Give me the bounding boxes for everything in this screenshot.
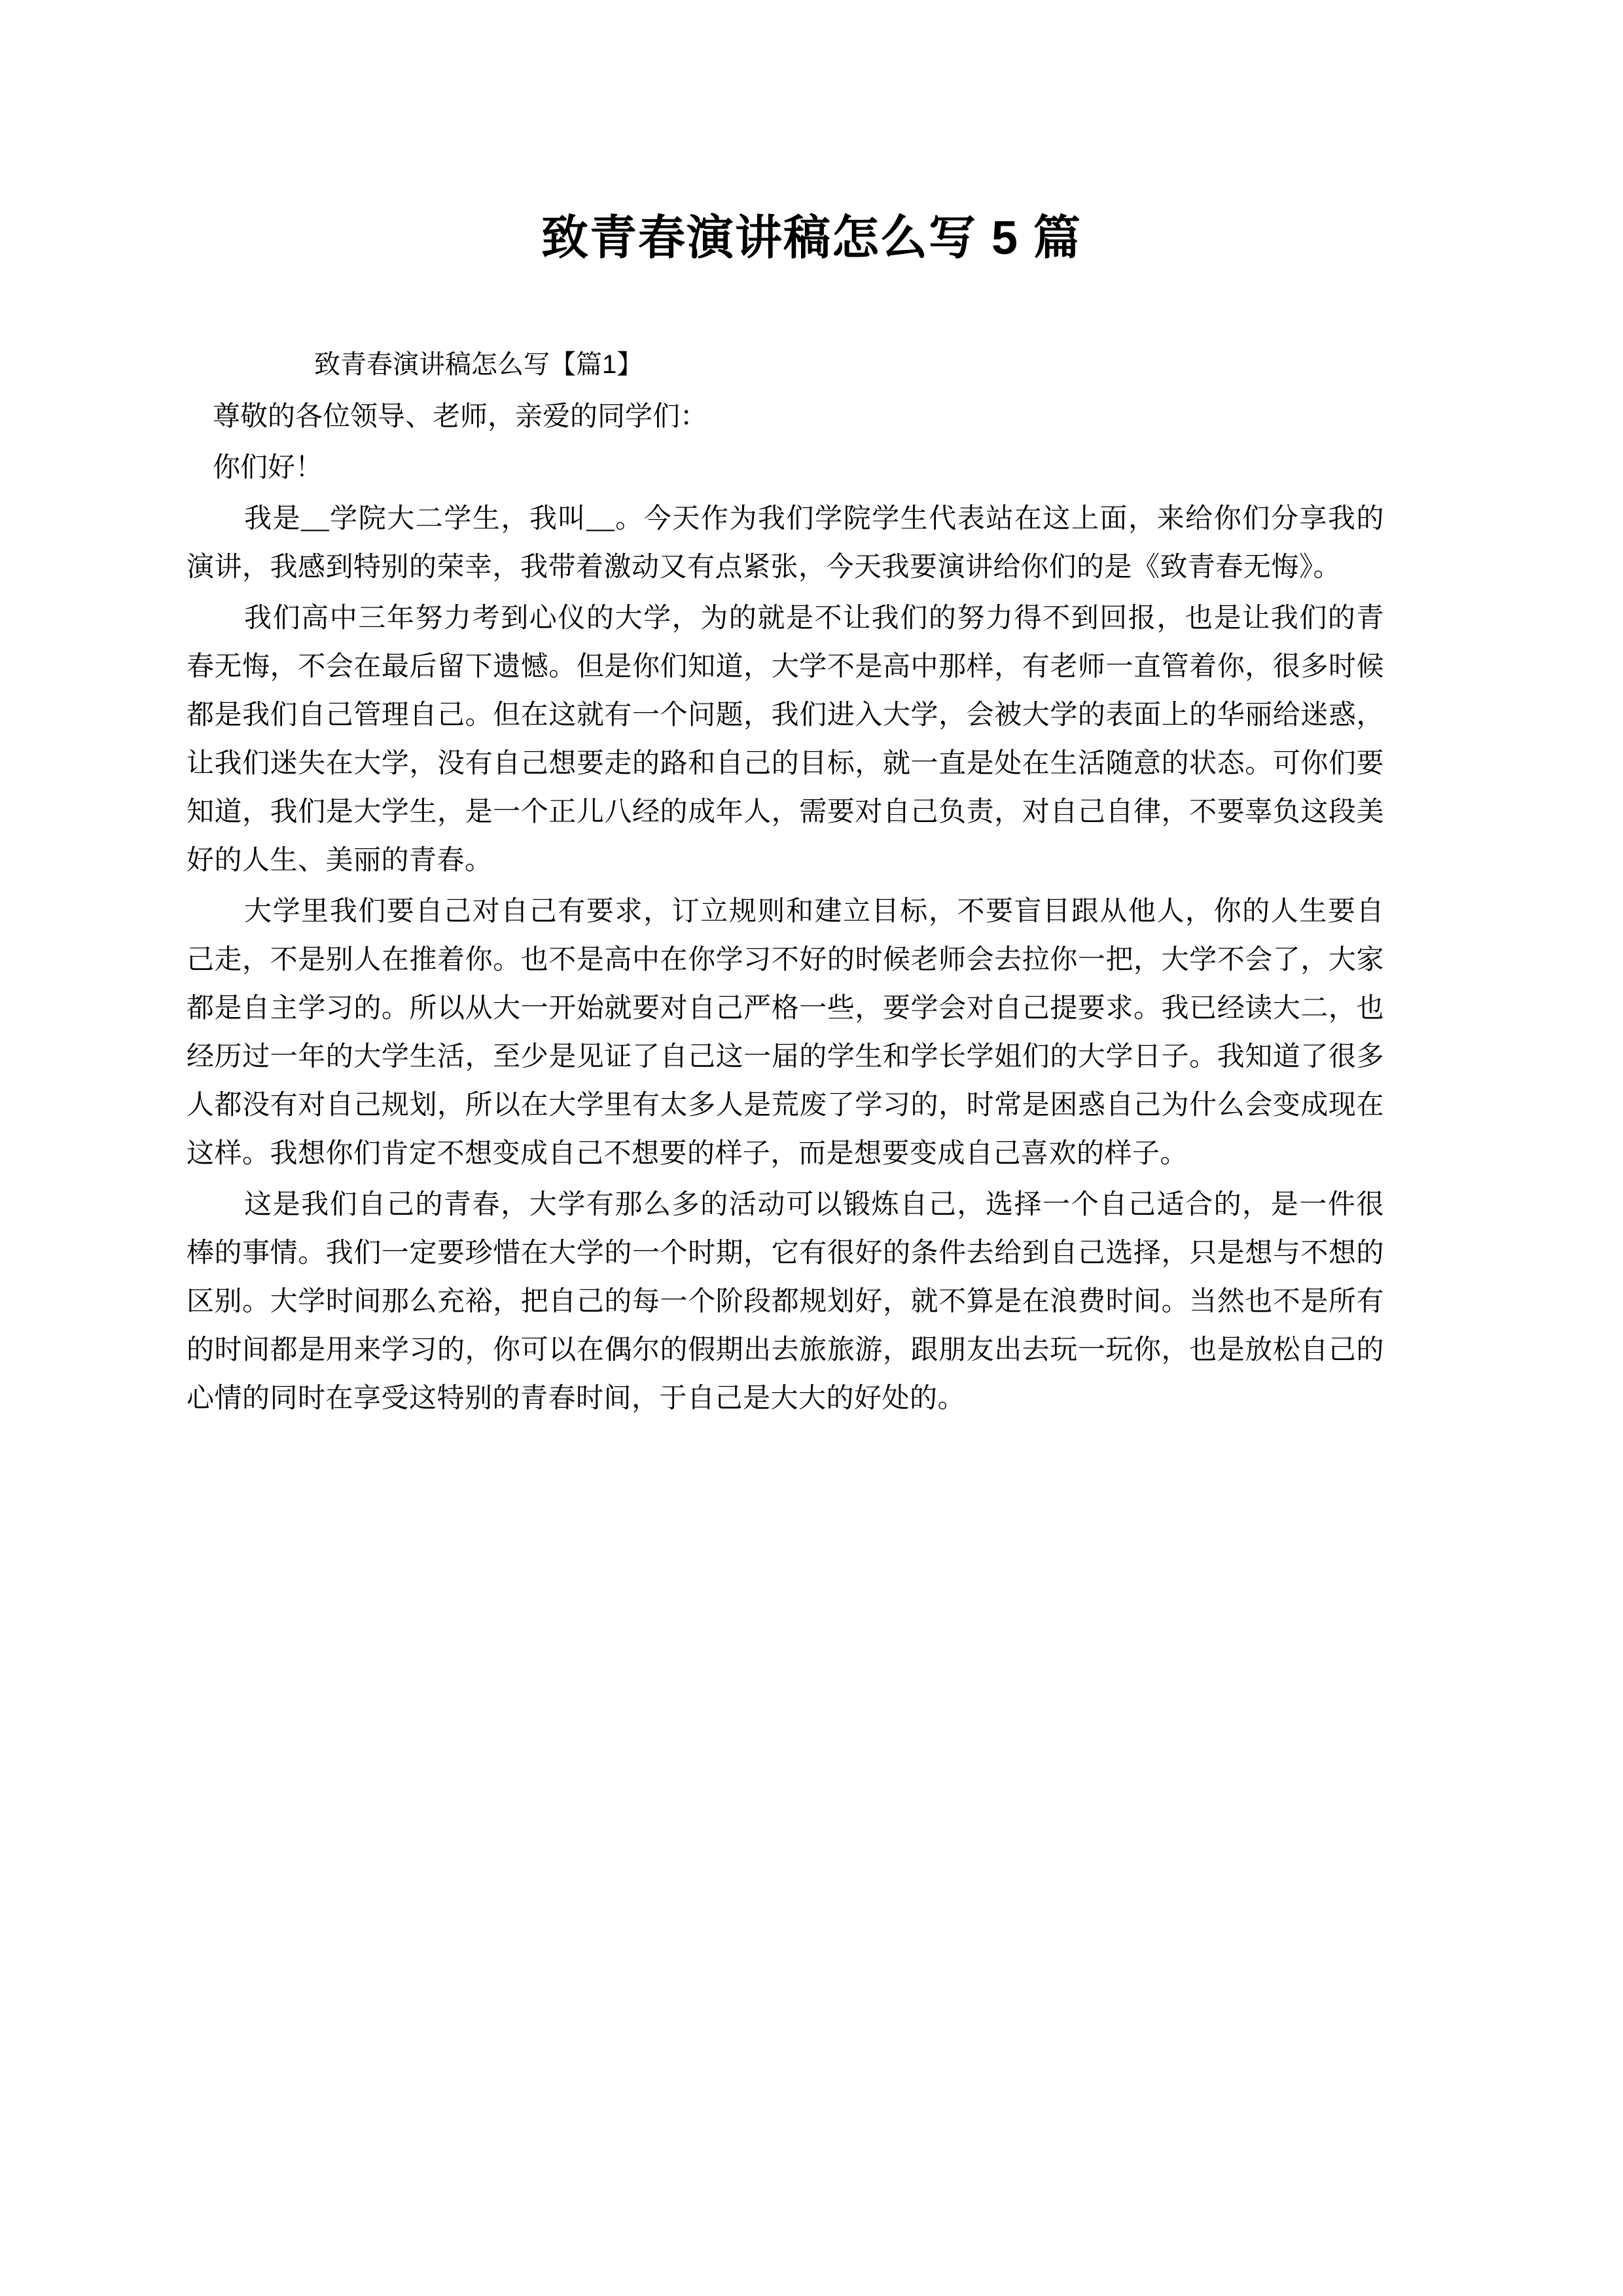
salutation-line: 尊敬的各位领导、老师，亲爱的同学们： [213, 402, 708, 432]
document-body [187, 340, 1384, 1423]
body-paragraph: 大学里我们要自己对自己有要求，订立规则和建立目标，不要盲目跟从他人，你的人生要自己走，不是别人在推着你。也不是高中在你学习不好的时候老师会去拉你一把，大学不会了，大家都是自主学习的。所以从大一开始就要对自己严格一些，要学会对自己提要求。我已经读大二，也经历过一年的大学生活，至少是见证了自己这一届的学生和学长学姐们的大学日子。我知道了很多人都没有对自己规划，所以在大学里有太多人是荒废了学习的，时常是困惑自己为什么会变成现在这样。我想你们肯定不想变成自己不想要的样子，而是想要变成自己喜欢的样子。 [187, 897, 1384, 1169]
greeting-line: 你们好！ [213, 453, 323, 483]
page-title: 致青春演讲稿怎么写 5 篇 [541, 212, 1082, 265]
body-paragraph: 这是我们自己的青春，大学有那么多的活动可以锻炼自己，选择一个自己适合的，是一件很棒的事情。我们一定要珍惜在大学的一个时期，它有很好的条件去给到自己选择，只是想与不想的区别。大学时间那么充裕，把自己的每一个阶段都规划好，就不算是在浪费时间。当然也不是所有的时间都是用来学习的，你可以在偶尔的假期出去旅旅游，跟朋友出去玩一玩你，也是放松自己的心情的同时在享受这特别的青春时间，于自己是大大的好处的。 [187, 1190, 1384, 1414]
body-paragraph: 我是__学院大二学生，我叫__。今天作为我们学院学生代表站在这上面，来给你们分享我的演讲，我感到特别的荣幸，我带着激动又有点紧张，今天我要演讲给你们的是《致青春无悔》。 [187, 504, 1384, 583]
section-heading: 致青春演讲稿怎么写【篇1】 [314, 350, 643, 379]
body-paragraph: 我们高中三年努力考到心仪的大学，为的就是不让我们的努力得不到回报，也是让我们的青春无悔，不会在最后留下遗憾。但是你们知道，大学不是高中那样，有老师一直管着你，很多时候都是我们自己管理自己。但在这就有一个问题，我们进入大学，会被大学的表面上的华丽给迷惑，让我们迷失在大学，没有自己想要走的路和自己的目标，就一直是处在生活随意的状态。可你们要知道，我们是大学生，是一个正儿八经的成年人，需要对自己负责，对自己自律，不要辜负这段美好的人生、美丽的青春。 [187, 603, 1384, 876]
